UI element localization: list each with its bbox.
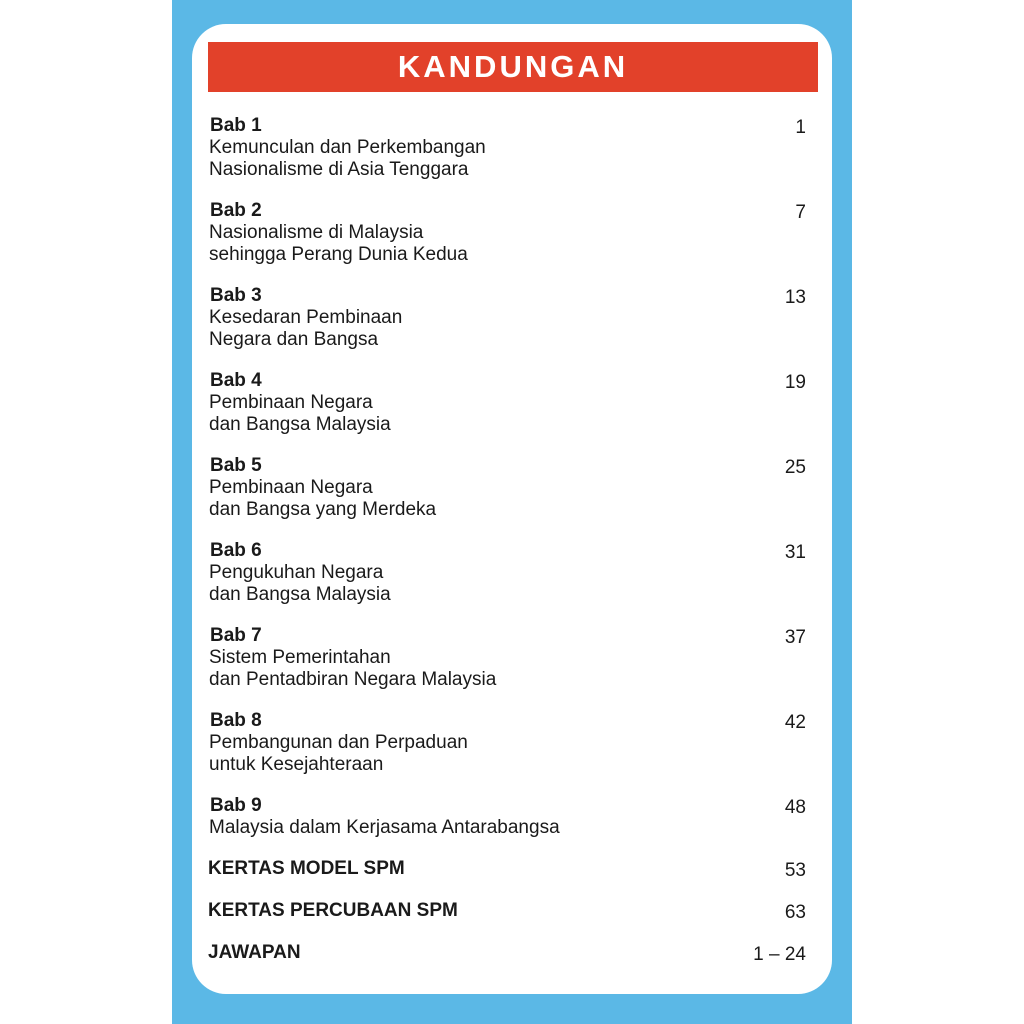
chapter-label: Bab 2 bbox=[210, 200, 262, 221]
chapter-title bbox=[209, 392, 729, 435]
chapter-page-number: 42 bbox=[784, 712, 806, 733]
chapter-title-line: Pembinaan Negara bbox=[209, 477, 373, 498]
chapter-entry bbox=[208, 539, 806, 624]
chapter-label: Bab 5 bbox=[210, 455, 262, 476]
chapter-title-line: Nasionalisme di Asia Tenggara bbox=[209, 158, 469, 180]
extra-page-number: 53 bbox=[784, 860, 806, 881]
page-title: KANDUNGAN bbox=[397, 49, 629, 84]
chapter-title-line: Malaysia dalam Kerjasama Antarabangsa bbox=[209, 817, 560, 838]
chapter-label: Bab 9 bbox=[210, 795, 262, 816]
chapter-title bbox=[209, 732, 729, 775]
chapter-title bbox=[209, 137, 729, 180]
chapter-list bbox=[208, 114, 806, 857]
chapter-title-line: Kesedaran Pembinaan bbox=[209, 307, 403, 328]
chapter-label: Bab 6 bbox=[210, 540, 262, 561]
extra-label: JAWAPAN bbox=[208, 942, 301, 963]
chapter-label: Bab 4 bbox=[210, 370, 262, 391]
chapter-entry bbox=[208, 199, 806, 284]
chapter-entry bbox=[208, 369, 806, 454]
chapter-title-line: untuk Kesejahteraan bbox=[209, 753, 384, 775]
chapter-title bbox=[209, 222, 729, 265]
chapter-page-number: 25 bbox=[784, 457, 806, 478]
chapter-entry bbox=[208, 624, 806, 709]
chapter-page-number: 13 bbox=[784, 287, 806, 308]
chapter-title-line: Kemunculan dan Perkembangan bbox=[209, 137, 486, 158]
chapter-page-number: 37 bbox=[784, 627, 806, 648]
chapter-title-line: Pembangunan dan Perpaduan bbox=[209, 732, 468, 753]
chapter-title bbox=[209, 817, 729, 839]
chapter-label: Bab 8 bbox=[210, 710, 262, 731]
chapter-page-number: 48 bbox=[784, 797, 806, 818]
chapter-entry bbox=[208, 454, 806, 539]
chapter-label: Bab 3 bbox=[210, 285, 262, 306]
table-of-contents bbox=[208, 114, 806, 983]
chapter-title-line: Nasionalisme di Malaysia bbox=[209, 222, 424, 243]
extra-entry bbox=[208, 941, 806, 983]
chapter-page-number: 7 bbox=[795, 202, 806, 223]
title-banner bbox=[208, 42, 818, 92]
chapter-title-line: dan Bangsa Malaysia bbox=[209, 583, 391, 605]
chapter-title-line: dan Pentadbiran Negara Malaysia bbox=[209, 668, 497, 690]
chapter-title-line: dan Bangsa Malaysia bbox=[209, 413, 391, 435]
chapter-entry bbox=[208, 794, 806, 857]
chapter-entry bbox=[208, 709, 806, 794]
extra-list bbox=[208, 857, 806, 983]
chapter-title-line: Pembinaan Negara bbox=[209, 392, 373, 413]
chapter-label: Bab 7 bbox=[210, 625, 262, 646]
extra-entry bbox=[208, 899, 806, 941]
extra-label: KERTAS PERCUBAAN SPM bbox=[208, 900, 458, 921]
chapter-title-line: Sistem Pemerintahan bbox=[209, 647, 391, 668]
chapter-page-number: 19 bbox=[784, 372, 806, 393]
chapter-title-line: dan Bangsa yang Merdeka bbox=[209, 498, 437, 520]
chapter-title-line: sehingga Perang Dunia Kedua bbox=[209, 243, 468, 265]
chapter-title bbox=[209, 647, 729, 690]
chapter-label: Bab 1 bbox=[210, 115, 262, 136]
extra-page-number: 1 – 24 bbox=[753, 944, 806, 965]
extra-label: KERTAS MODEL SPM bbox=[208, 858, 405, 879]
chapter-title-line: Pengukuhan Negara bbox=[209, 562, 384, 583]
chapter-page-number: 1 bbox=[795, 117, 806, 138]
extra-entry bbox=[208, 857, 806, 899]
extra-page-number: 63 bbox=[784, 902, 806, 923]
chapter-entry bbox=[208, 284, 806, 369]
chapter-entry bbox=[208, 114, 806, 199]
chapter-page-number: 31 bbox=[784, 542, 806, 563]
chapter-title-line: Negara dan Bangsa bbox=[209, 328, 379, 350]
chapter-title bbox=[209, 562, 729, 605]
chapter-title bbox=[209, 477, 729, 520]
chapter-title bbox=[209, 307, 729, 350]
